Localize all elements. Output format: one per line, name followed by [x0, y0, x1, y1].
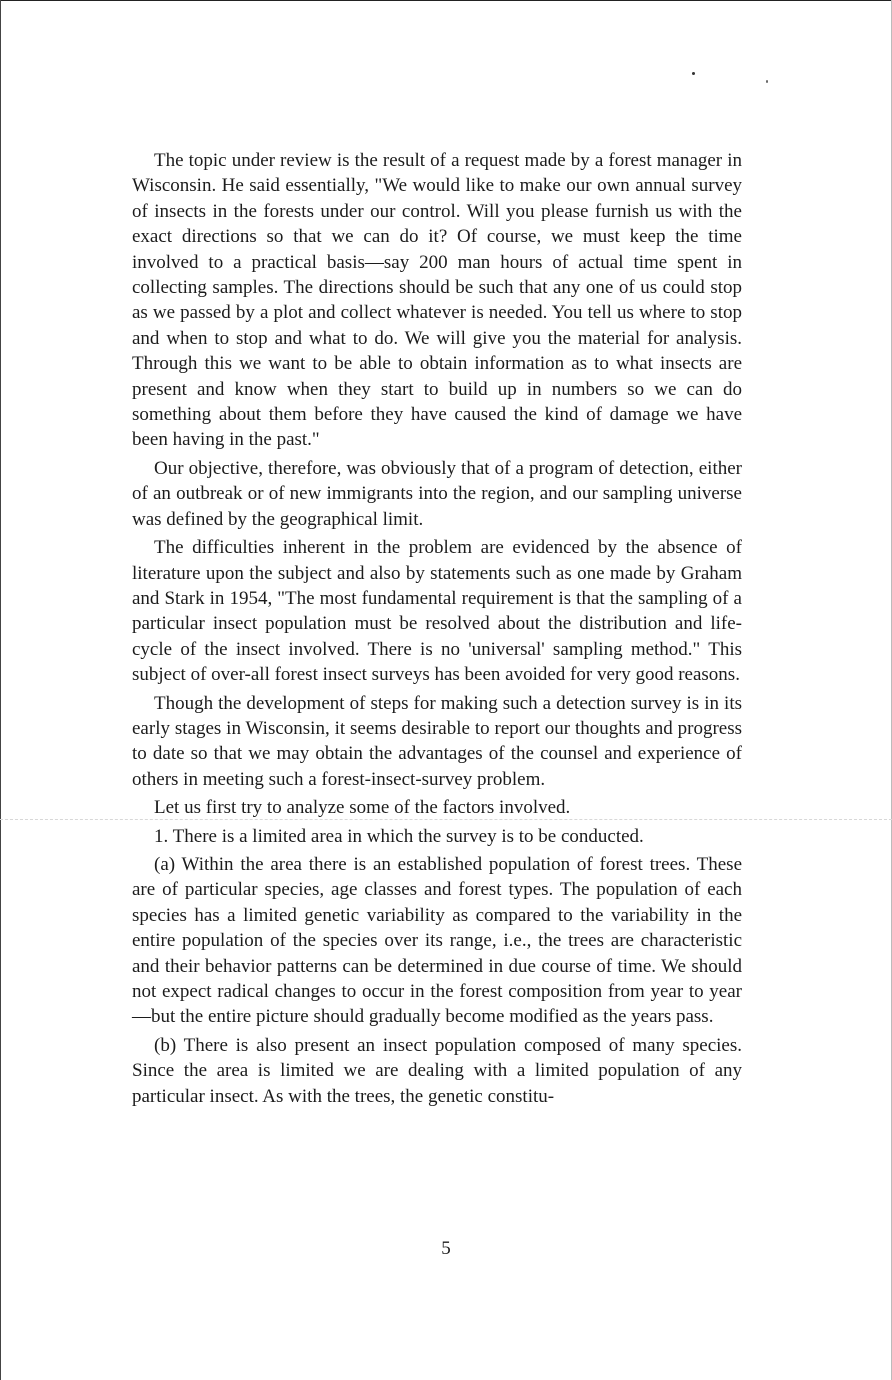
paragraph-objective: Our objective, therefore, was obviously that of a program of detection, either of an outbreak or of new immigrants into the region, and our sampling universe was defined by the geographical limit. [132, 457, 742, 530]
page-border-left [0, 0, 1, 1380]
scan-speck [766, 80, 768, 83]
scan-speck [692, 72, 695, 75]
paragraph-analyze-factors: Let us first try to analyze some of the factors involved. [154, 797, 571, 819]
paragraph-difficulties: The difficulties inherent in the problem are evidenced by the absence of literature upon the subject and also by statements such as one made by Graham and Stark in 1954, "The most fundamental requirement is that the sampling of a particular insect population must be resolved about the distribution and life-cycle of the insect involved. There is no 'universal' sampling method." This subject of over-all forest insect surveys has been avoided for very good reasons. [132, 537, 742, 686]
page-border-top [0, 0, 892, 1]
body-text [132, 148, 742, 1112]
page-number: 5 [441, 1238, 451, 1259]
paragraph-development: Though the development of steps for making such a detection survey is in its early stages in Wisconsin, it seems desirable to report our thoughts and progress to date so that we may obtain the advantages of the counsel and experience of others in meeting such a forest-insect-survey problem. [132, 692, 742, 790]
paragraph-factor-1a: (a) Within the area there is an established population of forest trees. These are of particular species, age classes and forest types. The population of each species has a limited genetic variability as compared to the variability in the entire population of the species over its range, i.e., the trees are characteristic and their behavior patterns can be determined in due course of time. We should not expect radical changes to occur in the forest composition from year to year—but the entire picture should gradually become modified as the years pass. [132, 853, 742, 1028]
paragraph-factor-1b: (b) There is also present an insect population composed of many species. Since the area is limited we are dealing with a limited population of any particular insect. As with the trees, the genetic constitu- [132, 1034, 742, 1107]
paragraph-factor-1: 1. There is a limited area in which the survey is to be conducted. [154, 825, 644, 847]
paragraph-request: The topic under review is the result of a request made by a forest manager in Wisconsin. He said essentially, "We would like to make our own annual survey of insects in the forests under our control. Will you please furnish us with the exact directions so that we can do it? Of course, we must keep the time involved to a practical basis—say 200 man hours of actual time spent in collecting samples. The directions should be such that any one of us could stop as we passed by a plot and collect whatever is needed. You tell us where to stop and when to stop and what to do. We will give you the material for analysis. Through this we want to be able to obtain information as to what insects are present and know when they start to build up in numbers so we can do something about them before they have caused the kind of damage we have been having in the past." [132, 150, 742, 451]
